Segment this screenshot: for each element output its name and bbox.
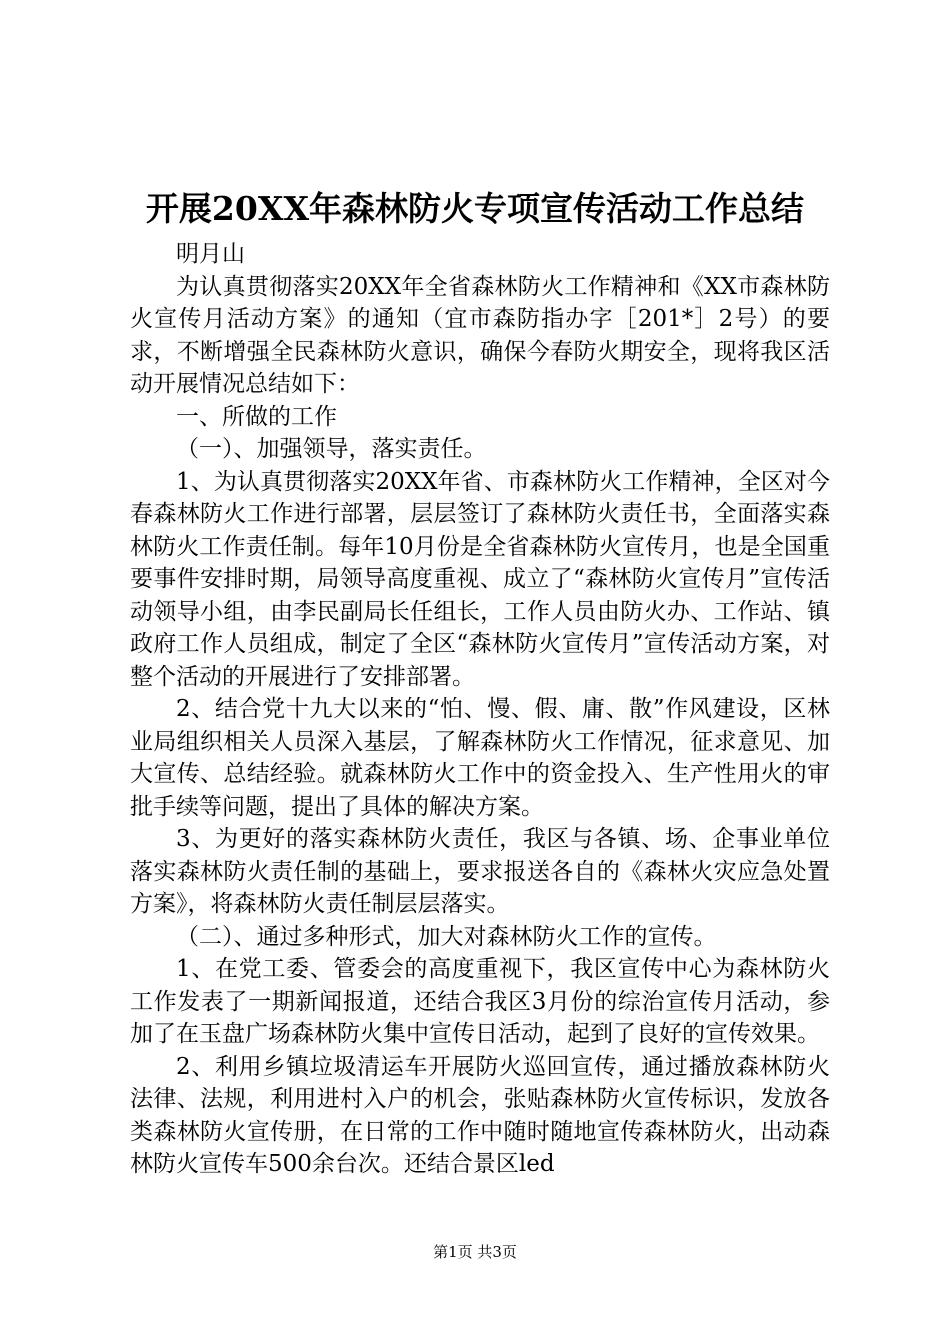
paragraph-1-3: 3、为更好的落实森林防火责任，我区与各镇、场、企事业单位落实森林防火责任制的基础上，要求报送各自的《森林火灾应急处置方案》，将森林防火责任制层层落实。 bbox=[130, 826, 830, 917]
paragraph-1-2: 2、结合党十九大以来的“怕、慢、假、庸、散”作风建设，区林业局组织相关人员深入基层，了解森林防火工作情况，征求意见、加大宣传、总结经验。就森林防火工作中的资金投入、生产性用火的审批手续等问题，提出了具体的解决方案。 bbox=[130, 696, 830, 820]
document-body bbox=[130, 238, 830, 1181]
author-line: 明月山 bbox=[176, 241, 245, 267]
paragraph-intro: 为认真贯彻落实20XX年全省森林防火工作精神和《XX市森林防火宣传月活动方案》的通知（宜市森防指办字［201*］2号）的要求，不断增强全民森林防火意识，确保今春防火期安全，现将我区活动开展情况总结如下： bbox=[130, 273, 830, 397]
section-heading-1: 一、所做的工作 bbox=[176, 403, 337, 430]
document-title: 开展20XX年森林防火专项宣传活动工作总结 bbox=[145, 189, 805, 228]
page-footer: 第1页 共3页 bbox=[433, 1243, 517, 1261]
paragraph-2-2: 2、利用乡镇垃圾清运车开展防火巡回宣传，通过播放森林防火法律、法规，利用进村入户的机会，张贴森林防火宣传标识，发放各类森林防火宣传册，在日常的工作中随时随地宣传森林防火，出动森林防火宣传车500余台次。还结合景区led bbox=[130, 1053, 830, 1177]
paragraph-2-1: 1、在党工委、管委会的高度重视下，我区宣传中心为森林防火工作发表了一期新闻报道，还结合我区3月份的综治宣传月活动，参加了在玉盘广场森林防火集中宣传日活动，起到了良好的宣传效果。 bbox=[130, 956, 830, 1047]
subsection-heading-1: （一）、加强领导，落实责任。 bbox=[176, 436, 487, 462]
paragraph-1-1: 1、为认真贯彻落实20XX年省、市森林防火工作精神，全区对今春森林防火工作进行部署，层层签订了森林防火责任书，全面落实森林防火工作责任制。每年10月份是全省森林防火宣传月，也是全国重要事件安排时期，局领导高度重视、成立了“森林防火宣传月”宣传活动领导小组，由李民副局长任组长，工作人员由防火办、工作站、镇政府工作人员组成，制定了全区“森林防火宣传月”宣传活动方案，对整个活动的开展进行了安排部署。 bbox=[130, 468, 830, 690]
subsection-heading-2: （二）、通过多种形式，加大对森林防火工作的宣传。 bbox=[176, 923, 717, 950]
